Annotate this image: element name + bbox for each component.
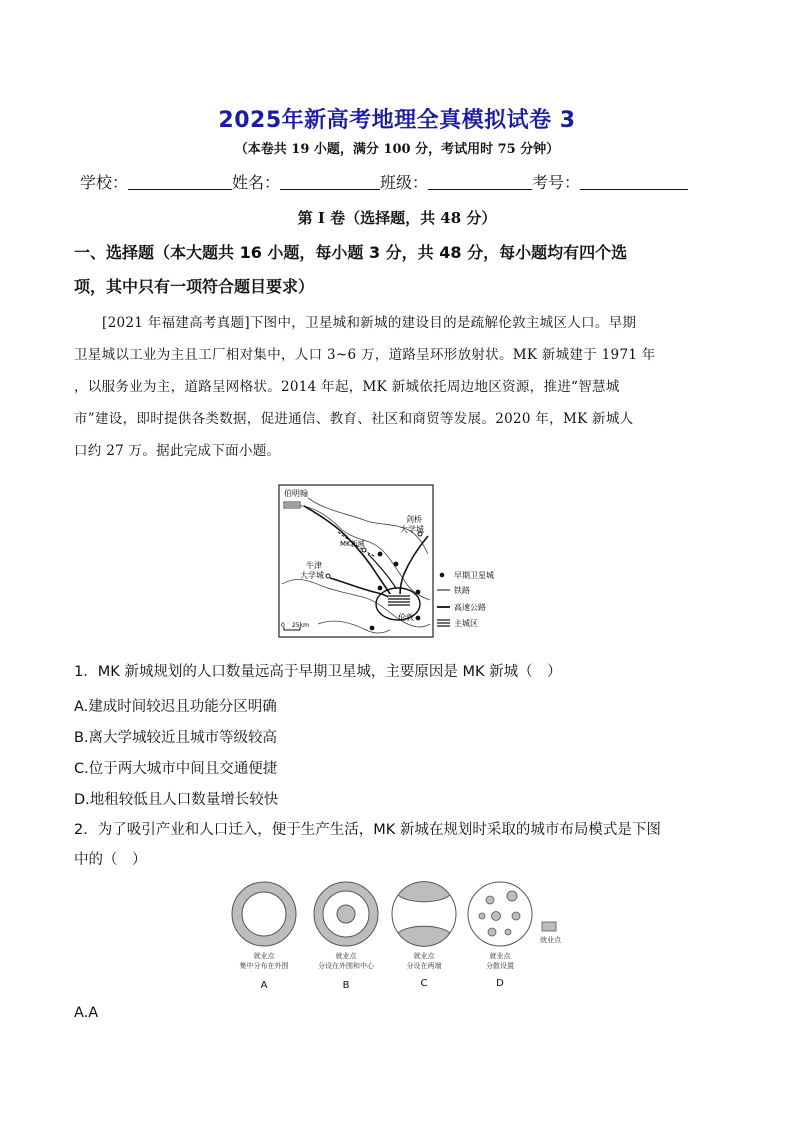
panel-b-diagram — [314, 882, 378, 946]
passage-line: ，以服务业为主，道路呈网格状。2014 年起，MK 新城依托周边地区资源，推进“智慧城 — [74, 379, 620, 395]
satellite-town-dot — [416, 590, 421, 595]
panel-c-letter: C — [420, 978, 428, 989]
exam-no-field[interactable] — [580, 173, 688, 190]
part1-heading-line2: 项，其中只有一项符合题目要求） — [74, 277, 315, 296]
city-layout-diagrams — [228, 880, 578, 998]
student-info-row — [80, 170, 720, 193]
panel-b-caption-2: 分设在外围和中心 — [318, 962, 374, 970]
satellite-town-dot — [370, 626, 375, 631]
satellite-town-dot — [394, 562, 399, 567]
panel-b-letter: B — [342, 980, 350, 991]
panel-c-caption-1: 就业点 — [413, 952, 435, 960]
map-label-birmingham: 伯明翰 — [284, 489, 308, 498]
q2-option-a[interactable]: A.A — [74, 1005, 99, 1021]
exam-no-label: 考号： — [532, 173, 581, 192]
scale-label: 25km — [292, 622, 309, 629]
panel-a-caption-2: 集中分布在外围 — [239, 962, 289, 970]
passage-line: 口约 27 万。据此完成下面小题。 — [74, 443, 281, 459]
scale-zero: 0 — [281, 622, 285, 629]
q1-option-b[interactable]: B.离大学城较近且城市等级较高 — [74, 730, 278, 746]
map-label-oxford: 牛津 — [306, 561, 322, 570]
passage-line: [2021 年福建高考真题]下图中，卫星城和新城的建设目的是疏解伦敦主城区人口。早期 — [102, 315, 637, 331]
school-field[interactable] — [128, 173, 232, 190]
satellite-town-dot — [416, 616, 421, 621]
part1-heading-line1: 一、选择题（本大题共 16 小题，每小题 3 分，共 48 分，每小题均有四个选 — [74, 243, 628, 262]
panel-a-caption-1: 就业点 — [253, 952, 275, 960]
map-label-london: 伦敦 — [398, 613, 414, 622]
q1-option-a[interactable]: A.建成时间较迟且功能分区明确 — [74, 699, 277, 715]
panel-a-letter: A — [260, 980, 268, 991]
main-city-area — [388, 594, 410, 608]
panel-d-caption-2: 分散设置 — [486, 962, 514, 970]
map-label-oxford-sub: 大学城 — [300, 571, 324, 580]
london-region-map — [278, 484, 514, 639]
question-2-stem-line1: 2．为了吸引产业和人口迁入，便于生产生活，MK 新城在规划时采取的城市布局模式是下图 — [74, 822, 661, 838]
legend-employment-label: 就业点 — [540, 936, 561, 944]
panel-c-caption-2: 分设在两端 — [406, 962, 442, 970]
legend-employment-swatch — [542, 922, 556, 931]
panel-b-caption-1: 就业点 — [335, 952, 357, 960]
legend-main-city-label: 主城区 — [454, 619, 478, 628]
school-label: 学校： — [80, 173, 129, 192]
panel-d-letter: D — [496, 978, 504, 989]
section-title: 第 I 卷（选择题，共 48 分） — [297, 209, 497, 227]
name-label: 姓名： — [232, 173, 281, 192]
question-1-stem: 1．MK 新城规划的人口数量远高于早期卫星城，主要原因是 MK 新城（ ） — [74, 664, 562, 680]
legend-main-city-icon — [437, 620, 450, 626]
panel-a-diagram — [232, 882, 296, 946]
exam-subtitle: （本卷共 19 小题，满分 100 分，考试用时 75 分钟） — [234, 142, 560, 157]
question-2-stem-line2: 中的（ ） — [74, 852, 147, 868]
panel-d-diagram — [468, 882, 532, 946]
legend-railway-label: 铁路 — [454, 586, 470, 595]
map-label-cambridge: 剑桥 — [406, 515, 422, 524]
passage-line: 市”建设，即时提供各类数据，促进通信、教育、社区和商贸等发展。2020 年，MK 新城人 — [74, 411, 634, 427]
satellite-town-dot — [378, 552, 383, 557]
satellite-town-dot — [378, 586, 383, 591]
name-field[interactable] — [280, 173, 380, 190]
q1-option-d[interactable]: D.地租较低且人口数量增长较快 — [74, 792, 279, 808]
employment-point-legend — [540, 922, 562, 944]
mk-newtown-marker — [362, 548, 366, 552]
map-label-cambridge-sub: 大学城 — [400, 525, 424, 534]
panel-c-diagram — [392, 882, 456, 947]
map-label-mk: MK新城 — [340, 540, 365, 548]
panel-d-caption-1: 就业点 — [489, 952, 511, 960]
exam-title: 2025年新高考地理全真模拟试卷 3 — [218, 108, 576, 133]
map-legend — [437, 570, 494, 628]
class-field[interactable] — [428, 173, 532, 190]
legend-satellite-label: 早期卫星城 — [454, 571, 494, 580]
q1-option-c[interactable]: C.位于两大城市中间且交通便捷 — [74, 761, 278, 777]
legend-highway-label: 高速公路 — [454, 603, 486, 612]
oxford-marker — [326, 574, 330, 578]
birmingham-marker — [284, 502, 300, 508]
class-label: 班级： — [380, 173, 429, 192]
passage-line: 卫星城以工业为主且工厂相对集中，人口 3~6 万，道路呈环形放射状。MK 新城建于 1971 年 — [74, 347, 656, 363]
legend-satellite-icon — [440, 573, 445, 578]
